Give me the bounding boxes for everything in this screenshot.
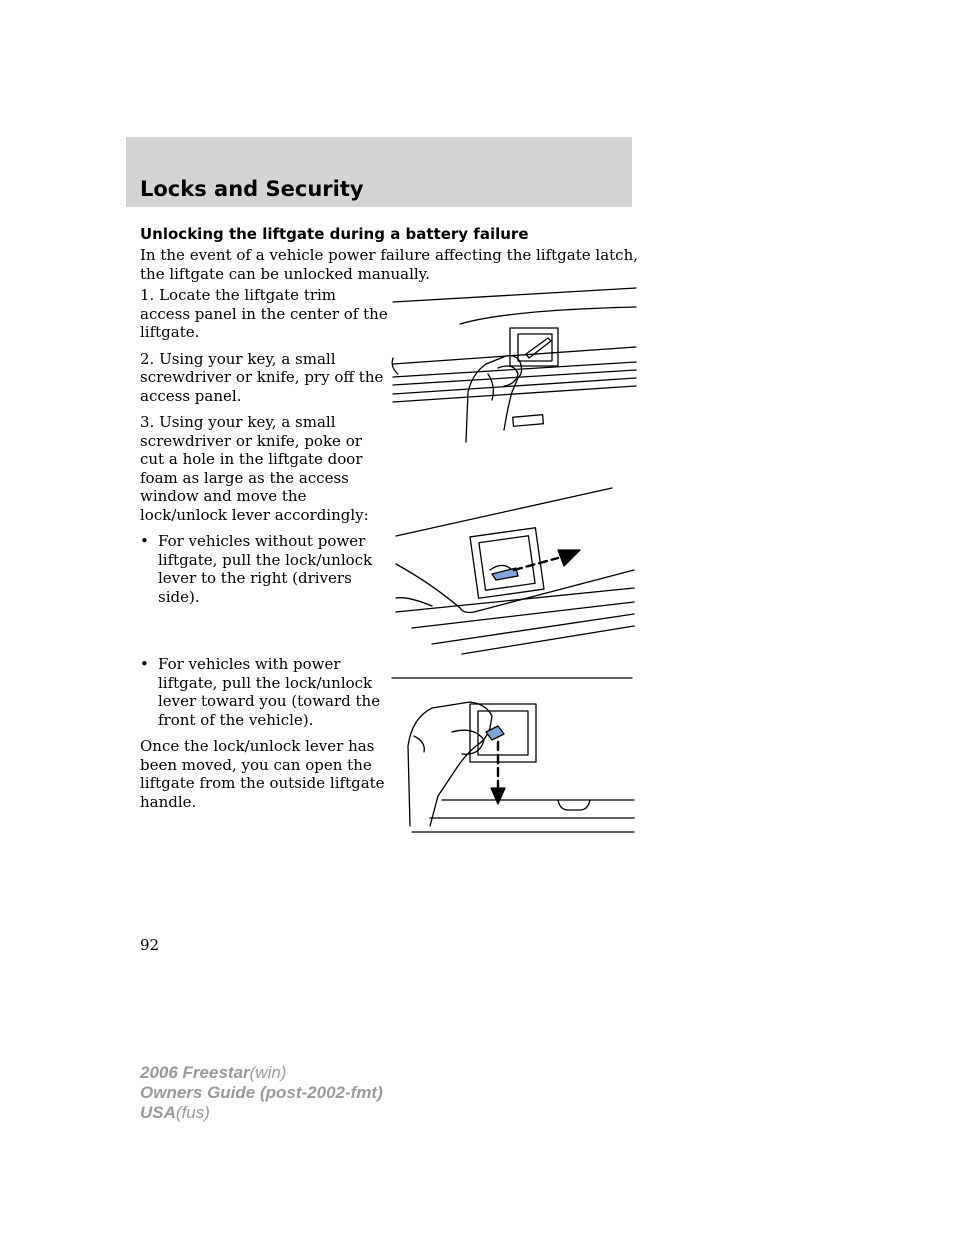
bullet-with-power [140, 655, 390, 729]
liftgate-contour-line [460, 307, 636, 324]
section-header-band [126, 137, 632, 207]
liftgate-top-edge [396, 488, 612, 536]
access-window-opening [479, 536, 535, 590]
hand-outline [466, 356, 522, 442]
footer-market-code: (fus) [175, 1103, 210, 1122]
footer-line-3 [140, 1103, 383, 1123]
step-2: 2. Using your key, a small screwdriver or knife, pry off the access panel. [140, 349, 384, 405]
liftgate-edge-line [393, 288, 636, 302]
figure-lever-toward-you-illustration [390, 676, 638, 836]
figure-access-panel-illustration [388, 282, 638, 454]
trim-line-1 [393, 347, 636, 364]
page-number: 92 [140, 936, 160, 954]
liftgate-lower-curve [396, 598, 432, 606]
lock-lever [486, 726, 504, 740]
bullet-text: For vehicles without power liftgate, pull the lock/unlock lever to the right (drivers side). [158, 532, 373, 606]
footer-guide-name: Owners Guide (post-2002-fmt) [140, 1083, 383, 1102]
intro-paragraph: In the event of a vehicle power failure affecting the liftgate latch, the liftgate can be unlocked manually. [140, 246, 638, 283]
bullet-marker: • [140, 532, 149, 550]
figure-lever-right-illustration [392, 484, 640, 660]
step-1: 1. Locate the liftgate trim access panel in the center of the liftgate. [140, 286, 388, 341]
section-heading: Unlocking the liftgate during a battery failure [140, 225, 529, 243]
trim-line-5 [393, 386, 636, 402]
liftgate-handle-recess [558, 800, 590, 810]
bullet-text: For vehicles with power liftgate, pull the lock/unlock lever toward you (toward the front of the vehicle). [158, 655, 381, 729]
steps-column [140, 286, 390, 614]
thumb [452, 730, 484, 754]
trim-line-3 [393, 370, 636, 385]
bullet-marker: • [140, 655, 149, 673]
footer-model: 2006 Freestar [140, 1063, 250, 1082]
footer-model-code: (win) [249, 1063, 287, 1082]
document-footer [140, 1063, 383, 1123]
liftgate-side-curve [392, 358, 398, 374]
closing-paragraph: Once the lock/unlock lever has been moved, you can open the liftgate from the outside liftgate handle. [140, 737, 385, 811]
direction-arrow-dashes [514, 558, 558, 570]
power-column [140, 655, 390, 819]
direction-arrowhead [558, 550, 580, 566]
liftgate-handle [513, 415, 544, 427]
step-3: 3. Using your key, a small screwdriver or knife, poke or cut a hole in the liftgate door foam as large as the access window and move the lock/unlock lever accordingly: [140, 413, 369, 524]
footer-line-1 [140, 1063, 383, 1083]
thumb [498, 366, 518, 386]
direction-arrowhead [491, 788, 505, 804]
page-title: Locks and Security [140, 177, 364, 201]
trim-line-2 [393, 362, 636, 377]
trim-line-3 [432, 614, 634, 644]
trim-line-4 [462, 626, 634, 654]
trim-line-2 [412, 602, 634, 628]
trim-line-1 [396, 588, 634, 612]
bullet-without-power [140, 532, 390, 606]
footer-line-2 [140, 1083, 383, 1103]
hand-outline [408, 702, 492, 826]
footer-market: USA [140, 1103, 176, 1122]
finger-detail [414, 736, 424, 752]
